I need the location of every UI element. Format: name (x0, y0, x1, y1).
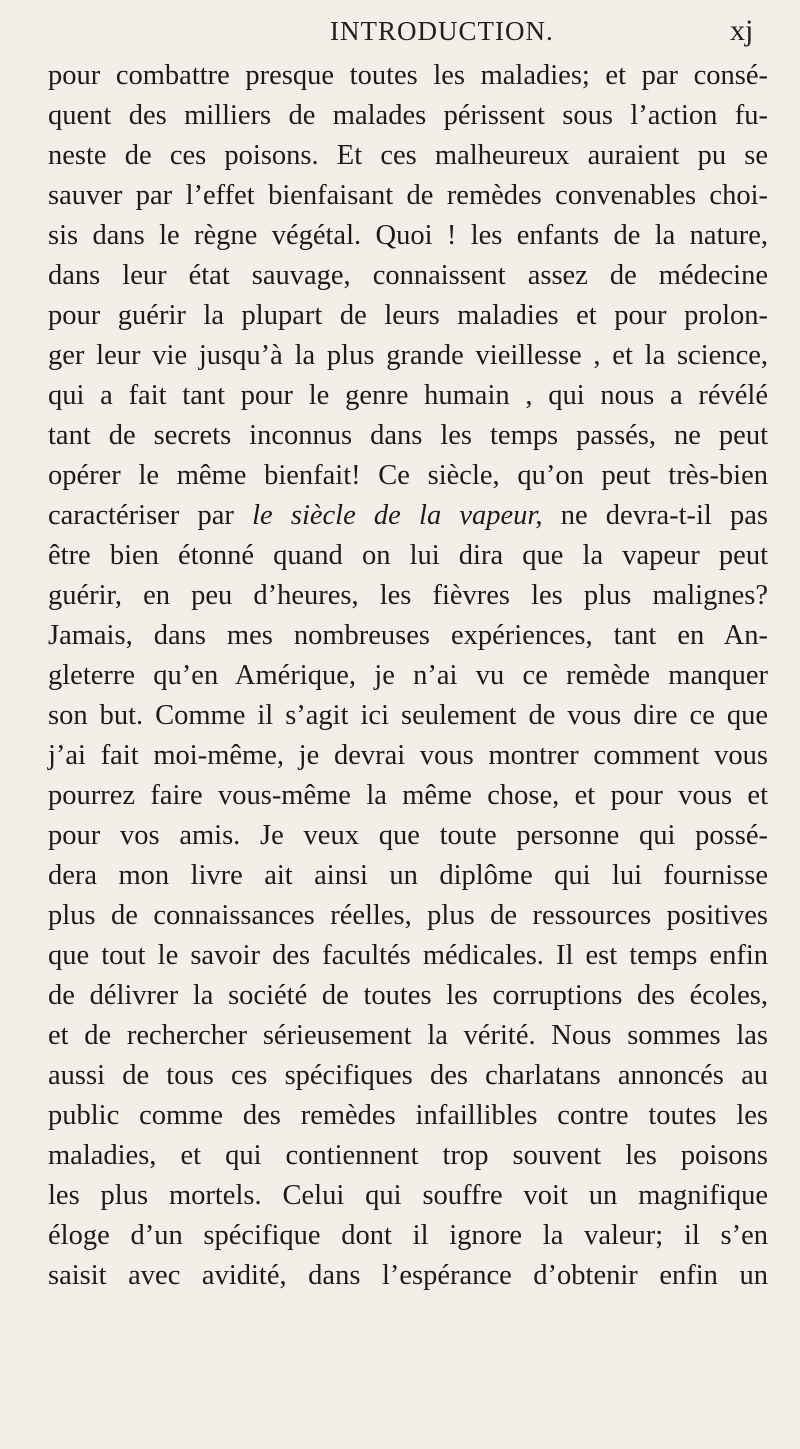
text-line: son but. Comme il s’agit ici seulement de vous dire ce que (48, 700, 768, 731)
text-line: dera mon livre ait ainsi un diplôme qui lui fournisse (48, 860, 768, 891)
text-line: pour vos amis. Je veux que toute personne qui possé- (48, 820, 768, 851)
text-line: sauver par l’effet bienfaisant de remèdes convenables choi- (48, 180, 768, 211)
running-title: INTRODUCTION. (330, 16, 554, 46)
text-line: public comme des remèdes infaillibles contre toutes les (48, 1100, 768, 1131)
text-line-mixed (48, 496, 768, 536)
text-line: saisit avec avidité, dans l’espérance d’obtenir enfin un (48, 1260, 768, 1291)
text-line: guérir, en peu d’heures, les fièvres les plus malignes? (48, 580, 768, 611)
text-line: neste de ces poisons. Et ces malheureux auraient pu se (48, 140, 768, 171)
text-line: aussi de tous ces spécifiques des charlatans annoncés au (48, 1060, 768, 1091)
body-text (48, 56, 768, 1296)
line-segment: caractériser par (48, 500, 234, 531)
text-line: et de rechercher sérieusement la vérité. Nous sommes las (48, 1020, 768, 1051)
text-line: Jamais, dans mes nombreuses expériences, tant en An- (48, 620, 768, 651)
text-line: quent des milliers de malades périssent sous l’action fu- (48, 100, 768, 131)
text-line: sis dans le règne végétal. Quoi ! les enfants de la nature, (48, 220, 768, 251)
text-line: maladies, et qui contiennent trop souvent les poisons (48, 1140, 768, 1171)
text-line: dans leur état sauvage, connaissent assez de médecine (48, 260, 768, 291)
text-line: j’ai fait moi-même, je devrai vous montrer comment vous (48, 740, 768, 771)
text-line: tant de secrets inconnus dans les temps passés, ne peut (48, 420, 768, 451)
text-line: les plus mortels. Celui qui souffre voit un magnifique (48, 1180, 768, 1211)
text-line: que tout le savoir des facultés médicales. Il est temps enfin (48, 940, 768, 971)
running-head (0, 12, 800, 48)
text-line: pour combattre presque toutes les maladies; et par consé- (48, 60, 768, 91)
text-line: pourrez faire vous-même la même chose, et pour vous et (48, 780, 768, 811)
text-line: pour guérir la plupart de leurs maladies et pour prolon- (48, 300, 768, 331)
line-segment: ne devra-t-il pas (560, 500, 769, 531)
text-line: qui a fait tant pour le genre humain , qui nous a révélé (48, 380, 768, 411)
text-line: plus de connaissances réelles, plus de ressources positives (48, 900, 768, 931)
text-line: ger leur vie jusqu’à la plus grande vieillesse , et la science, (48, 340, 768, 371)
text-line: opérer le même bienfait! Ce siècle, qu’on peut très-bien (48, 460, 768, 491)
text-line: être bien étonné quand on lui dira que la vapeur peut (48, 540, 768, 571)
text-line: gleterre qu’en Amérique, je n’ai vu ce remède manquer (48, 660, 768, 691)
page-number: xj (730, 14, 754, 47)
text-line: de délivrer la société de toutes les corruptions des écoles, (48, 980, 768, 1011)
italic-phrase: le siècle de la vapeur, (252, 500, 543, 531)
text-line: éloge d’un spécifique dont il ignore la valeur; il s’en (48, 1220, 768, 1251)
